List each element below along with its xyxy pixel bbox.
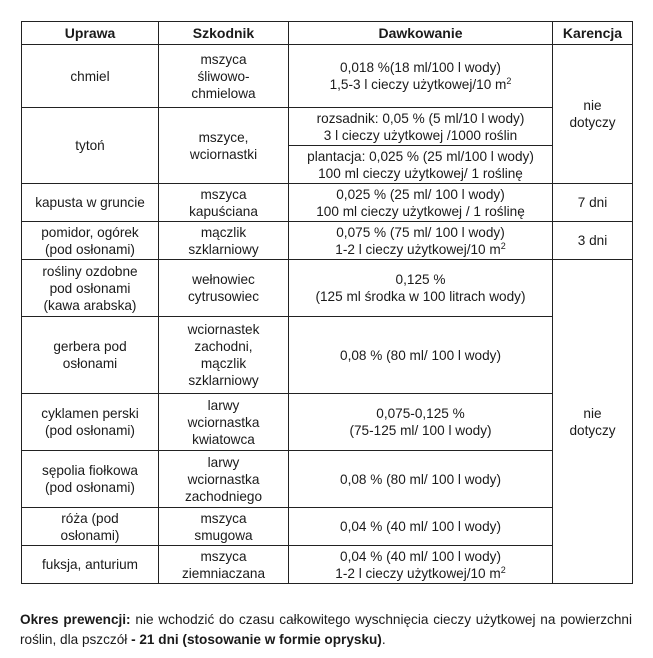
crop-cell [22, 45, 159, 108]
table-row [22, 451, 633, 508]
pest-line: zachodni, [194, 339, 253, 354]
pest-cell [159, 184, 289, 222]
dose-line [293, 271, 548, 288]
crop-line: (pod osłonami) [45, 423, 135, 438]
dose-line: 3 l cieczy użytkowej /1000 roślin [323, 127, 518, 143]
pest-cell [159, 508, 289, 546]
dose-line [293, 548, 548, 565]
pest-cell [159, 108, 289, 184]
dose-line [293, 76, 548, 93]
pest-line: mszyce, [198, 129, 249, 145]
dose-text: 100 ml cieczy użytkowej / 1 roślinę [316, 203, 525, 219]
phi-line: 3 dni [577, 233, 608, 248]
phi-line: 7 dni [577, 195, 608, 210]
pest-line: wełnowiec [192, 272, 255, 287]
crop-line: osłonami [62, 356, 118, 371]
table-row [22, 317, 633, 394]
dose-text: 0,04 % (40 ml/ 100 l wody) [340, 519, 501, 534]
pest-line: szklarniowy [188, 373, 259, 388]
phi-line: nie [583, 98, 602, 113]
dose-text: 0,125 % [395, 272, 446, 287]
header-phi: Karencja [553, 22, 633, 45]
dose-line [293, 422, 548, 439]
dose-text: 1-2 l cieczy użytkowej/10 m [335, 565, 501, 581]
crop-line: róża (pod [61, 510, 119, 526]
dose-cell [289, 546, 553, 584]
phi-cell [553, 45, 633, 184]
phi-cell [553, 260, 633, 584]
pest-line: mszyca [200, 186, 247, 202]
dose-cell [289, 45, 553, 108]
dose-text: 1,5-3 l cieczy użytkowej/10 m [329, 77, 507, 92]
table-header-row [22, 22, 633, 45]
pest-line: zachodniego [184, 488, 263, 504]
note-end: . [381, 632, 386, 647]
dose-cell [289, 451, 553, 508]
pest-cell [159, 260, 289, 317]
table-row [22, 508, 633, 546]
dose-cell [289, 146, 553, 184]
dose-line [293, 59, 548, 76]
dose-line [293, 471, 548, 488]
pest-cell [159, 317, 289, 394]
dose-line [293, 203, 548, 220]
dose-cell [289, 260, 553, 317]
dose-text: (75-125 ml/ 100 l wody) [349, 423, 492, 438]
pest-cell [159, 222, 289, 260]
dose-line [293, 186, 548, 203]
dose-text: 1-2 l cieczy użytkowej/10 m [335, 241, 501, 257]
phi-line: dotyczy [569, 115, 616, 130]
pest-line: śliwowo- [197, 68, 250, 84]
superscript: 2 [500, 240, 506, 251]
table-row [22, 546, 633, 584]
table-row [22, 108, 633, 146]
pest-line: wciornastka [187, 414, 260, 430]
dosage-table [21, 21, 633, 584]
crop-cell [22, 222, 159, 260]
note-highlight: - 21 dni (stosowanie w formie oprysku) [131, 632, 382, 647]
crop-cell [22, 508, 159, 546]
dose-text: 0,018 %(18 ml/100 l wody) [340, 60, 501, 75]
header-pest: Szkodnik [159, 22, 289, 45]
crop-line: pomidor, ogórek [41, 224, 139, 240]
dose-text: 0,08 % (80 ml/ 100 l wody) [340, 471, 501, 487]
dose-cell [289, 108, 553, 146]
pest-line: ziemniaczana [181, 565, 266, 581]
phi-line: nie [583, 405, 602, 421]
dose-line [293, 288, 548, 305]
dose-line [293, 518, 548, 535]
crop-line: (kawa arabska) [43, 297, 137, 313]
dose-line: plantacja: 0,025 % (25 ml/100 l wody) [307, 148, 534, 164]
crop-line: gerbera pod [53, 339, 127, 354]
dose-text: 0,04 % (40 ml/ 100 l wody) [340, 548, 501, 564]
crop-cell [22, 260, 159, 317]
pest-cell [159, 45, 289, 108]
pest-line: cytrusowiec [187, 289, 259, 304]
note-text: nie wchodzić do czasu całkowitego wyschnięcia cieczy użytkowej na powierzchni roślin, dla pszczół [20, 612, 632, 647]
pest-line: mączlik [200, 224, 247, 240]
pest-line: wciornastek [187, 322, 260, 337]
table-row [22, 260, 633, 317]
dose-cell [289, 394, 553, 451]
table-row [22, 222, 633, 260]
dose-line [293, 405, 548, 422]
pest-line: mszyca [200, 51, 247, 67]
dose-line [293, 241, 548, 258]
crop-line: chmiel [70, 68, 110, 84]
pest-line: szklarniowy [188, 241, 259, 257]
superscript: 2 [506, 76, 512, 86]
crop-line: cyklamen perski [41, 406, 139, 421]
pest-line: larwy [207, 454, 240, 470]
pest-line: larwy [207, 397, 240, 413]
dose-text: 0,08 % (80 ml/ 100 l wody) [340, 347, 501, 363]
crop-cell [22, 546, 159, 584]
crop-line: fuksja, anturium [42, 557, 138, 572]
pest-cell [159, 546, 289, 584]
dose-line [293, 224, 548, 241]
pest-line: chmielowa [191, 85, 256, 101]
dose-line: 100 ml cieczy użytkowej/ 1 roślinę [318, 165, 523, 181]
dose-text: 0,075-0,125 % [376, 406, 465, 421]
crop-line: rośliny ozdobne [42, 263, 138, 279]
dose-line: rozsadnik: 0,05 % (5 ml/10 l wody) [316, 110, 525, 126]
table-row [22, 394, 633, 451]
crop-line: pod osłonami [49, 280, 131, 296]
pest-line: wciornastki [189, 146, 258, 162]
pest-line: mączlik [200, 356, 247, 371]
dose-cell [289, 222, 553, 260]
dose-cell [289, 508, 553, 546]
dose-text: 0,075 % (75 ml/ 100 l wody) [336, 224, 505, 240]
pest-line: wciornastka [187, 471, 260, 487]
phi-cell [553, 222, 633, 260]
crop-cell [22, 394, 159, 451]
pest-cell [159, 394, 289, 451]
crop-cell [22, 317, 159, 394]
crop-line: sępolia fiołkowa [42, 463, 138, 478]
pest-line: mszyca [200, 510, 247, 526]
crop-cell [22, 451, 159, 508]
crop-cell [22, 108, 159, 184]
prevention-note [20, 610, 632, 650]
phi-line: dotyczy [569, 422, 616, 438]
note-label: Okres prewencji: [20, 612, 131, 627]
crop-line: (pod osłonami) [45, 480, 135, 495]
dose-text: 0,025 % (25 ml/ 100 l wody) [336, 186, 505, 202]
pest-line: kapuściana [189, 203, 258, 219]
crop-cell [22, 184, 159, 222]
crop-line: kapusta w gruncie [35, 195, 145, 210]
table-row [22, 184, 633, 222]
crop-line: osłonami) [60, 527, 120, 543]
superscript: 2 [500, 564, 506, 575]
dose-line [293, 565, 548, 582]
pest-line: mszyca [200, 548, 247, 564]
crop-line: tytoń [75, 138, 105, 153]
header-dosage: Dawkowanie [289, 22, 553, 45]
dose-cell [289, 184, 553, 222]
dose-cell [289, 317, 553, 394]
header-crop: Uprawa [22, 22, 159, 45]
crop-line: (pod osłonami) [45, 241, 135, 257]
pest-line: kwiatowca [192, 431, 255, 447]
table-row [22, 45, 633, 108]
phi-cell [553, 184, 633, 222]
pest-line: smugowa [194, 527, 253, 543]
dose-text: (125 ml środka w 100 litrach wody) [315, 289, 526, 304]
dose-line [293, 347, 548, 364]
pest-cell [159, 451, 289, 508]
